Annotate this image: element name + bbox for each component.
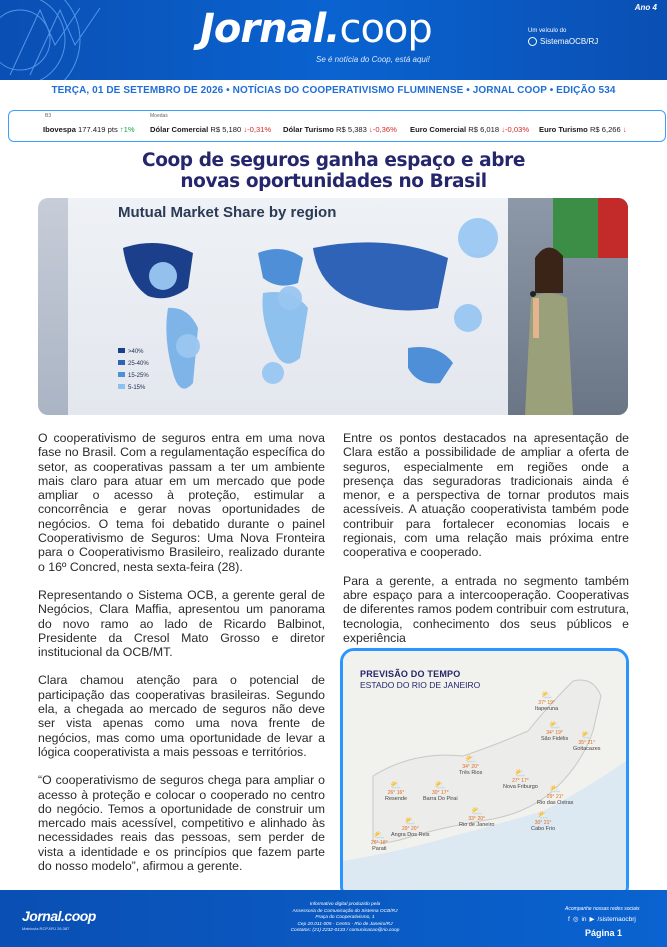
article-paragraph: “O cooperativismo de seguros chega para ampliar o acesso à proteção e colocar o cooperado no centro do negócio. Temos a oportunidade de construir um mercado mais acessível, competitivo e alinhado às necessidades reais das pessoas, sem perder de vista a identidade e os princípios que fazem parte do nosso modelo”, afirmou a gerente.: [38, 773, 325, 874]
world-map-graphic: [68, 198, 508, 415]
follow-text: Acompanhe nossas redes sociais: [565, 906, 640, 912]
ticker-dolar-turismo: Dólar Turismo R$ 5,383 ↓-0,36%: [283, 125, 397, 134]
masthead: [0, 0, 667, 80]
article-headline: Coop de seguros ganha espaço e abre novas oportunidades no Brasil: [142, 150, 525, 192]
weather-city-angra-dos-reis: ⛅ 29° 20° Angra Dos Reis: [391, 816, 430, 838]
article-paragraph: O cooperativismo de seguros entra em uma nova fase no Brasil. Com a regulamentação específica do setor, as cooperativas passam a ter um ambiente mais claro para atuar em um mercado que pode ampliar o acesso à proteção, estimular a concorrência e gerar novas oportunidades de negócios. O tema foi debatido durante o painel Cooperativismo de Seguros: Uma Nova Fronteira para o Cooperativismo Brasileiro, realizado durante o 16º Concred, nesta sexta-feira (28).: [38, 431, 325, 574]
article-paragraph: Entre os pontos destacados na apresentação de Clara estão a possibilidade de ampliar a oferta de seguros, especialmente em regiões onde a presença das seguradoras tradicionais ainda é menor, e a perspectiva de tornar produtos mais acessíveis. A atuação cooperativista também pode contribuir para fortalecer economias locais e regionais, com uma relação mais próxima entre cooperativa e cooperado.: [343, 431, 629, 560]
weather-city-rio-das-ostras: ⛅ 29° 21° Rio das Ostras: [537, 784, 574, 806]
dateline: TERÇA, 01 DE SETEMBRO DE 2026 • NOTÍCIAS DO COOPERATIVISMO FLUMINENSE • JORNAL COOP • EDIÇÃO 534: [51, 85, 616, 96]
decorative-lines-graphic: [0, 0, 180, 80]
partly-cloudy-icon: ⛅: [404, 816, 416, 826]
partly-cloudy-icon: ⛅: [514, 768, 527, 778]
partly-cloudy-icon: ⛅: [373, 830, 385, 840]
partly-cloudy-icon: ⛅: [390, 780, 402, 790]
article-paragraph: Clara chamou atenção para o potencial de participação das cooperativas brasileiras. Segundo ela, a chegada ao mercado de seguros não deve ser vista apenas como uma nova frente de negócios, mas como uma oportunidade de levar a lógica cooperativista a mais pessoas e territórios.: [38, 673, 325, 759]
weather-city-parati: ⛅ 26° 18° Parati: [371, 830, 388, 852]
youtube-icon[interactable]: ▶: [589, 916, 595, 923]
moedas-label: Moedas: [150, 113, 168, 119]
partly-cloudy-icon: ⛅: [581, 730, 593, 740]
facebook-icon[interactable]: f: [568, 915, 570, 923]
banner-red: [598, 198, 628, 258]
weather-city-rio-de-janeiro: ⛅ 33° 20° Rio de Janeiro: [459, 806, 495, 828]
ticker-euro-comercial: Euro Comercial R$ 6,018 ↓-0,03%: [410, 125, 530, 134]
svg-text:25-40%: 25-40%: [128, 361, 149, 367]
weather-city-resende: ⛅ 26° 16° Resende: [385, 780, 408, 802]
ticker-dolar-comercial: Dólar Comercial R$ 5,180 ↓-0,31%: [150, 125, 272, 134]
footer-registration: Matrícula RCPJ/RJ 26.387: [22, 926, 70, 931]
instagram-icon[interactable]: ◎: [572, 916, 579, 923]
presentation-slide-title: Mutual Market Share by region: [118, 204, 337, 221]
svg-text:15-25%: 15-25%: [128, 373, 149, 379]
speaker-figure: [503, 198, 593, 415]
ticker-ibovespa: Ibovespa 177.419 pts ↑1%: [43, 125, 135, 134]
article-paragraph: Para a gerente, a entrada no segmento também abre espaço para a intercooperação. Cooperativas de diferentes ramos podem contribuir com estrutura, tecnologia, conhecimento dos seus públicos e experiência: [343, 573, 629, 645]
presentation-screen: [68, 198, 508, 415]
social-handle[interactable]: /sistemaocbrj: [597, 915, 636, 923]
year-badge: Ano 4: [634, 3, 657, 12]
partly-cloudy-icon: ⛅: [537, 810, 549, 820]
article-column-left: [38, 431, 325, 887]
sistema-ocb-logo: Um veículo do SistemaOCB/RJ: [528, 28, 599, 46]
jornal-coop-logo: Jornal.coop: [200, 6, 432, 52]
partly-cloudy-icon: ⛅: [549, 784, 561, 794]
b3-label: B3: [45, 113, 52, 119]
weather-city-itaperuna: ⛅ 37° 19° Itaperuna: [535, 690, 559, 712]
footer: [0, 890, 667, 947]
weather-city-sao-fidelis: ⛅ 34° 19° São Fidélis: [541, 720, 569, 742]
svg-text:5-15%: 5-15%: [128, 385, 146, 391]
social-links: [568, 915, 636, 923]
page-number: Página 1: [585, 928, 623, 938]
weather-city-goitacazes: ⛅ 35° 21° Goitacazes: [573, 730, 601, 752]
linkedin-icon[interactable]: in: [581, 915, 587, 923]
weather-city-tres-rios: ⛅ 34° 20° Três Rios: [459, 754, 483, 776]
article-photo: [38, 198, 628, 415]
partly-cloudy-icon: ⛅: [465, 754, 477, 764]
market-ticker: [8, 110, 666, 142]
weather-forecast-box: [340, 648, 629, 900]
ticker-euro-turismo: Euro Turismo R$ 6,266 ↓: [539, 125, 627, 134]
article-paragraph: Representando o Sistema OCB, a gerente geral de Negócios, Clara Maffia, apresentou um panorama do novo ramo ao lado de Ricardo Balbinot, Presidente da Cresol Mato Grosso e diretor institucional da OCB/MT.: [38, 587, 325, 660]
footer-logo: Jornal.coop: [22, 908, 96, 924]
partly-cloudy-icon: ⛅: [541, 690, 553, 700]
weather-city-cabo-frio: ⛅ 30° 21° Cabo Frio: [531, 810, 556, 832]
weather-city-barra-do-pirai: ⛅ 30° 17° Barra Do Pirai: [423, 780, 458, 802]
weather-city-nova-friburgo: ⛅ 27° 17° Nova Friburgo: [503, 768, 538, 790]
weather-subtitle: ESTADO DO RIO DE JANEIRO: [360, 680, 481, 690]
svg-text:>40%: >40%: [128, 349, 144, 355]
tagline: Se é notícia do Coop, está aqui!: [316, 55, 430, 64]
weather-title: PREVISÃO DO TEMPO: [360, 669, 461, 679]
partly-cloudy-icon: ⛅: [549, 720, 561, 730]
partly-cloudy-icon: ⛅: [471, 806, 483, 816]
ocb-circle-icon: [528, 37, 537, 46]
article-column-right: [343, 431, 629, 659]
footer-contact-info: Informativo digital produzido pela Assessoria de Comunicação do Sistema OCB/RJ Praça do Cooperativismo, 1 Cep 20.011-005 - Centro - Rio de Janeiro/RJ Contatos: (21) 2232-0133 / comunicacao@rio.coop: [290, 902, 400, 933]
partly-cloudy-icon: ⛅: [434, 780, 446, 790]
